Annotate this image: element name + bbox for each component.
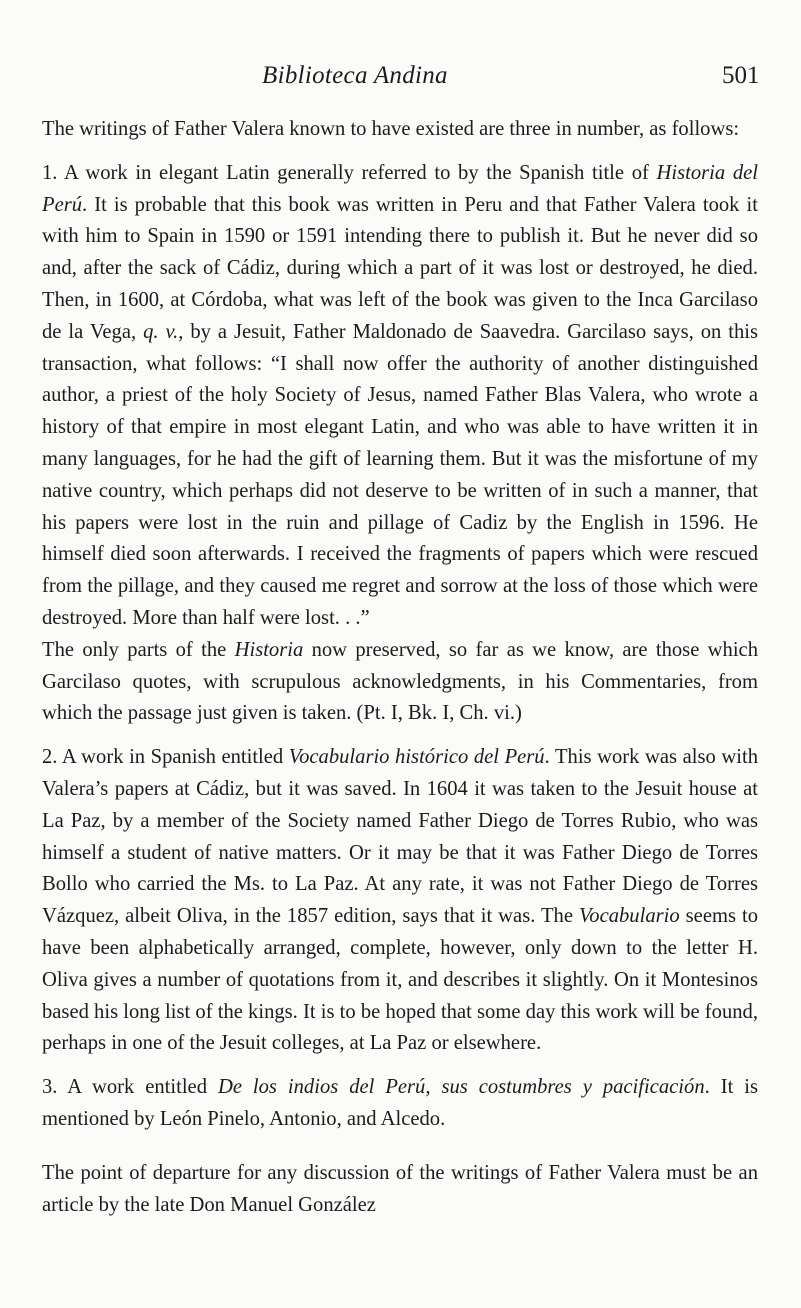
page-header	[0, 62, 801, 96]
paragraph-item-1	[42, 158, 758, 635]
intro-text: The writings of Father Valera known to have existed are three in number, as follows:	[42, 118, 740, 140]
item1-text-c: , by a Jesuit, Father Maldonado de Saavedra. Garcilaso says, on this transaction, what follows: “I shall now offer the authority of another distinguished author, a priest of the holy Society of Jesus, named Father Blas Valera, who wrote a history of that empire in most elegant Latin, and who was able to have written it in many languages, for he had the gift of learning them. But it was the misfortune of my native country, which perhaps did not deserve to be written of in such a manner, that his papers were lost in the ruin and pillage of Cadiz by the English in 1596. He himself died soon afterwards. I received the fragments of papers which were rescued from the pillage, and they caused me regret and sorrow at the loss of those which were destroyed. More than half were lost. . .”	[42, 320, 758, 629]
item2-text-a: 2. A work in Spanish entitled	[42, 746, 289, 769]
item1cont-text-a: The only parts of the	[42, 638, 235, 661]
item1-text-a: 1. A work in elegant Latin generally referred to by the Spanish title of	[42, 161, 657, 184]
item2-text-b: . This work was also with Valera’s papers at Cádiz, but it was saved. In 1604 it was taken to the Jesuit house at La Paz, by a member of the Society named Father Diego de Torres Rubio, who was himself a student of native matters. Or it may be that it was Father Diego de Torres Bollo who carried the Ms. to La Paz. At any rate, it was not Father Diego de Torres Vázquez, albeit Oliva, in the 1857 edition, says that it was. The	[42, 746, 758, 928]
item2-text-c: seems to have been alphabetically arranged, complete, however, only down to the letter H. Oliva gives a number of quotations from it, and describes it slightly. On it Montesinos based his long list of the kings. It is to be hoped that some day this work will be found, perhaps in one of the Jesuit colleges, at La Paz or elsewhere.	[42, 905, 758, 1055]
item2-title-2: Vocabulario	[578, 905, 680, 928]
item3-title: De los indios del Perú, sus costumbres y pacificación	[217, 1076, 705, 1099]
paragraph-item-3	[42, 1072, 758, 1136]
item2-title: Vocabulario histórico del Perú	[288, 746, 545, 769]
item1-qv: q. v.	[143, 320, 179, 343]
item3-text-a: 3. A work entitled	[42, 1076, 218, 1099]
item1-text-b: . It is probable that this book was written in Peru and that Father Valera took it with him to Spain in 1590 or 1591 intending there to publish it. But he never did so and, after the sack of Cádiz, during which a part of it was lost or destroyed, he died. Then, in 1600, at Córdoba, what was left of the book was given to the Inca Garcilaso de la Vega,	[42, 193, 758, 343]
item1cont-text-b: now preserved, so far as we know, are those which Garcilaso quotes, with scrupulous acknowledgments, in his Commentaries, from which the passage just given is taken. (Pt. I, Bk. I, Ch. vi.)	[42, 638, 758, 725]
paragraph-item-1-continued	[42, 635, 758, 730]
running-title: Biblioteca Andina	[262, 62, 448, 89]
item3-text-b: . It is mentioned by León Pinelo, Antonio, and Alcedo.	[42, 1076, 758, 1130]
item1cont-title: Historia	[234, 638, 304, 661]
page-number: 501	[722, 62, 760, 89]
item1-title: Historia del Perú	[42, 161, 758, 216]
closing-text: The point of departure for any discussion of the writings of Father Valera must be an article by the late Don Manuel González	[42, 1161, 758, 1216]
body-text	[42, 114, 758, 1221]
paragraph-intro	[42, 114, 758, 146]
paragraph-item-2	[42, 742, 758, 1060]
paragraph-closing	[42, 1158, 758, 1222]
